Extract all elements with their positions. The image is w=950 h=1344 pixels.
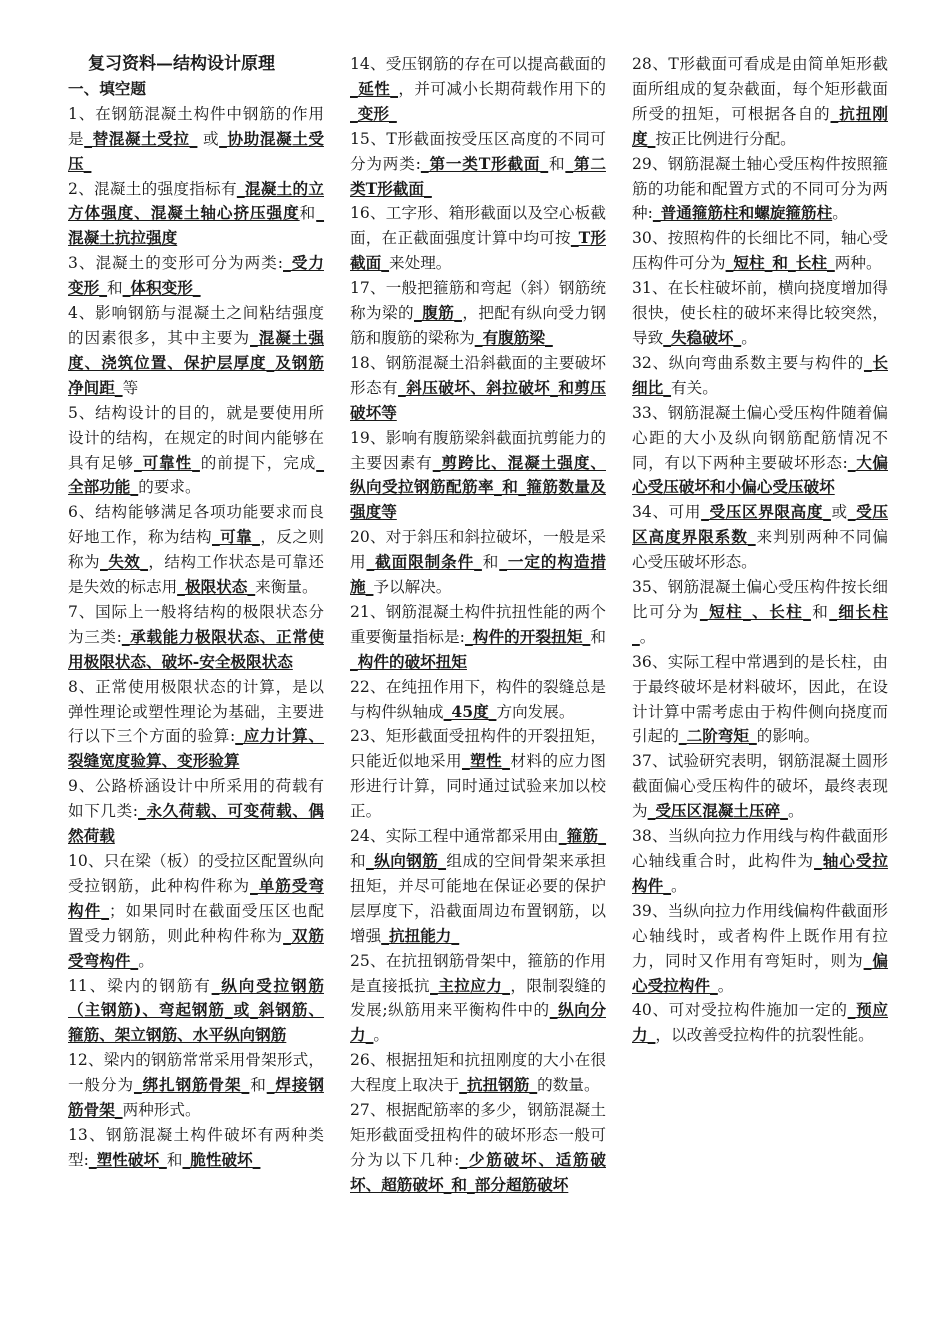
- answer-text: _延性_: [350, 78, 398, 98]
- answer-text: _变形_: [350, 103, 397, 123]
- question-text: 和: [166, 1150, 183, 1169]
- question-text: 31、在长柱破坏前，横向挠度增加得很快，使长柱的破坏来得比较突然，导致: [632, 279, 888, 347]
- question-text: 26、根据扭矩和抗扭刚度的大小在很大程度上取决于: [350, 1051, 606, 1095]
- answer-text: _应力计算、裂缝宽度验算、变形验算: [68, 726, 324, 771]
- question-text: 23、矩形截面受扭构件的开裂扭矩，只能近似地采用: [350, 727, 606, 771]
- question-item: [68, 401, 324, 501]
- question-text: 和: [350, 852, 366, 870]
- question-item: [632, 226, 888, 276]
- answer-text: _第一类T形截面_: [420, 153, 549, 173]
- question-text: 3、混凝土的变形可分为两类:: [68, 254, 284, 273]
- question-text: 6、结构能够满足各项功能要求而良好地工作，称为结构: [68, 503, 324, 547]
- question-item: [350, 600, 606, 675]
- answer-text: _二阶弯矩_: [678, 726, 757, 746]
- answer-text: _协助混凝土受压_: [68, 128, 324, 173]
- question-item: [68, 500, 324, 600]
- question-item: [68, 774, 324, 849]
- question-text: 21、钢筋混凝土构件抗扭性能的两个重要衡量指标是:: [350, 602, 606, 646]
- question-item: [632, 276, 888, 351]
- question-item: [632, 575, 888, 650]
- question-item: [632, 899, 888, 999]
- question-text: 两种。: [834, 254, 882, 273]
- question-item: [68, 675, 324, 775]
- question-text: ，限制裂缝的发展;纵筋用来平衡构件中的: [350, 976, 606, 1020]
- question-item: [350, 276, 606, 351]
- question-item: [632, 500, 888, 575]
- column-middle: [350, 52, 606, 1198]
- section-heading: 一、填空题: [68, 78, 146, 98]
- question-item: [350, 525, 606, 600]
- answer-text: _受力变形_: [68, 253, 324, 298]
- answer-text: _纵向钢筋_: [366, 851, 446, 870]
- answer-text: _极限状态_: [177, 577, 256, 597]
- question-item: [68, 1123, 324, 1173]
- answer-text: _斜压破坏、斜拉破坏_和剪压破坏等: [350, 377, 606, 422]
- question-text: 和: [249, 1076, 267, 1095]
- question-text: 的数量。: [537, 1076, 600, 1095]
- question-text: 36、实际工程中常遇到的是长柱，由于最终破坏是材料破坏，因此，在设计计算中需考虑由于构件侧向挠度而引起的: [632, 652, 888, 746]
- question-item: [632, 998, 888, 1048]
- answer-text: _受压区界限高度_: [701, 502, 831, 522]
- question-item: [68, 102, 324, 177]
- answer-text: _45度_: [443, 701, 497, 721]
- answer-text: _可靠_: [211, 527, 260, 547]
- question-text: ；如果同时在截面受压区也配置受力钢筋，则此种构件称为: [68, 901, 324, 945]
- answer-text: _预应力_: [632, 1000, 888, 1045]
- question-text: 来衡量。: [255, 578, 318, 597]
- question-text: 和: [810, 602, 830, 621]
- question-text: 24、实际工程中通常都采用由: [350, 827, 559, 846]
- answer-text: _一定的构造措施_: [350, 552, 606, 597]
- question-item: [350, 724, 606, 824]
- question-text: 20、对于斜压和斜拉破坏，一般是采用: [350, 528, 606, 572]
- question-item: [632, 749, 888, 824]
- question-text: 。: [787, 802, 804, 821]
- question-text: 和: [299, 204, 317, 223]
- question-text: 10、只在梁（板）的受拉区配置纵向受拉钢筋，此种构件称为: [68, 852, 324, 895]
- question-text: 材料的应力图形进行计算，同时通过试验来加以校正。: [350, 752, 606, 821]
- question-text: 。: [138, 951, 154, 970]
- question-text: 14、受压钢筋的存在可以提高截面的: [350, 55, 606, 73]
- question-text: 。: [741, 328, 757, 347]
- answer-text: _第二类T形截面_: [350, 153, 606, 198]
- question-item: [350, 351, 606, 426]
- answer-text: _双筋受弯构件_: [68, 925, 324, 970]
- answer-text: _绑扎钢筋骨架_: [133, 1075, 250, 1095]
- answer-text: _全部功能_: [68, 452, 324, 497]
- question-text: 和: [590, 627, 606, 646]
- question-text: 29、钢筋混凝土轴心受压构件按照箍筋的功能和配置方式的不同可分为两种:: [632, 154, 888, 223]
- answer-text: _轴心受拉构件_: [632, 851, 888, 895]
- question-item: [350, 1098, 606, 1198]
- question-item: [632, 650, 888, 750]
- question-text: 40、可对受拉构件施加一定的: [632, 1001, 848, 1020]
- question-item: [68, 301, 324, 401]
- question-text: ，反之则称为: [68, 528, 324, 572]
- question-text: 15、T形截面按受压区高度的不同可分为两类:: [350, 129, 606, 173]
- answer-text: _可靠性_: [133, 452, 200, 472]
- question-text: 按正比例进行分配。: [655, 129, 796, 148]
- answer-text: _塑性破坏_: [88, 1149, 167, 1169]
- answer-text: _混凝土抗拉强度: [68, 203, 324, 248]
- question-text: ，并可减小长期荷载作用下的: [398, 79, 606, 98]
- question-text: 等: [122, 378, 139, 397]
- answer-text: _偏心受拉构件_: [632, 950, 888, 995]
- column-right: [632, 52, 888, 1048]
- answer-text: _细长柱_: [632, 601, 888, 646]
- question-item: [350, 949, 606, 1049]
- question-text: 和: [481, 553, 500, 572]
- answer-text: _失稳破坏_: [663, 327, 742, 347]
- answer-text: _焊接钢筋骨架_: [68, 1075, 324, 1120]
- question-text: 和: [107, 279, 123, 298]
- question-text: 。: [832, 204, 848, 223]
- question-item: [68, 600, 324, 675]
- question-item: [350, 127, 606, 202]
- question-text: 18、钢筋混凝土沿斜截面的主要破坏形态有: [350, 353, 606, 397]
- answer-text: _构件的破坏扭矩: [350, 651, 467, 671]
- question-text: 组成的空间骨架来承担扭矩，并尽可能地在保证必要的保护层厚度下，沿截面周边布置钢筋，以增强: [350, 852, 606, 945]
- question-text: 予以解决。: [373, 578, 452, 597]
- answer-text: _短柱_、长柱_: [699, 601, 811, 621]
- question-text: 32、纵向弯曲系数主要与构件的: [632, 353, 864, 372]
- answer-text: _失效_: [100, 552, 148, 572]
- question-text: 9、公路桥涵设计中所采用的荷载有如下几类:: [68, 777, 324, 821]
- answer-text: _剪跨比、混凝土强度、纵向受拉钢筋配筋率_和_箍筋数量及强度等: [350, 452, 606, 522]
- question-text: 7、国际上一般将结构的极限状态分为三类:: [68, 602, 324, 646]
- question-text: 或: [830, 503, 848, 522]
- answer-text: _长细比_: [632, 352, 888, 397]
- answer-text: _截面限制条件_: [366, 552, 482, 572]
- question-item: [350, 675, 606, 725]
- question-text: 和: [548, 154, 566, 173]
- question-text: 。: [373, 1026, 390, 1045]
- question-item: [632, 401, 888, 501]
- question-item: [68, 849, 324, 974]
- question-text: 11、梁内的钢筋有: [68, 976, 212, 995]
- question-text: 34、可用: [632, 503, 702, 522]
- question-text: 39、当纵向拉力作用线偏构件截面形心轴线时，或者构件上既作用有拉力，同时又作用有弯矩时，则为: [632, 901, 888, 970]
- question-text: 2、混凝土的强度指标有: [68, 179, 237, 198]
- answer-text: _永久荷载、可变荷载、偶然荷载: [68, 801, 324, 846]
- answer-text: _T形截面_: [350, 228, 606, 273]
- question-text: 来处理。: [389, 254, 452, 273]
- question-text: 25、在抗扭钢筋骨架中，箍筋的作用是直接抵抗: [350, 951, 606, 995]
- question-item: [68, 251, 324, 301]
- question-item: [68, 177, 324, 252]
- question-text: 的前提下，完成: [199, 453, 317, 472]
- answer-text: _单筋受弯构件_: [68, 875, 324, 920]
- question-text: 27、根据配筋率的多少，钢筋混凝土矩形截面受扭构件的破坏形态一般可分为以下几种:: [350, 1101, 606, 1169]
- question-text: 方向发展。: [496, 702, 575, 721]
- question-item: [68, 974, 324, 1049]
- question-text: 38、当纵向拉力作用线与构件截面形心轴线重合时，此构件为: [632, 827, 888, 870]
- question-item: [632, 824, 888, 899]
- answer-text: _抗扭钢筋_: [459, 1075, 538, 1095]
- answer-text: _抗扭刚度_: [632, 103, 888, 148]
- answer-text: _脆性破坏_: [182, 1149, 261, 1169]
- question-text: 。: [671, 876, 687, 895]
- answer-text: _承载能力极限状态、正常使用极限状态、破坏-安全极限状态: [68, 626, 324, 671]
- question-text: 22、在纯扭作用下，构件的裂缝总是与构件纵轴成: [350, 677, 606, 721]
- question-item: [632, 351, 888, 401]
- question-item: [68, 1048, 324, 1123]
- question-text: 17、一般把箍筋和弯起（斜）钢筋统称为梁的: [350, 279, 606, 323]
- question-item: [350, 201, 606, 276]
- question-text: 8、正常使用极限状态的计算，是以弹性理论或塑性理论为基础，主要进行以下三个方面的验算:: [68, 677, 324, 746]
- question-text: 的影响。: [756, 727, 820, 746]
- question-text: 37、试验研究表明，钢筋混凝土圆形截面偏心受压构件的破坏，最终表现为: [632, 752, 888, 821]
- question-text: 有关。: [671, 378, 718, 397]
- answer-text: _塑性_: [461, 751, 510, 771]
- question-text: 19、影响有腹筋梁斜截面抗剪能力的主要因素有: [350, 428, 606, 472]
- answer-text: _抗扭能力_: [381, 925, 460, 945]
- answer-text: _混凝土的立方体强度、混凝土轴心挤压强度: [68, 178, 324, 223]
- answer-text: _纵向受拉钢筋（主钢筋)、弯起钢筋_或_斜钢筋、箍筋、架立钢筋、水平纵向钢筋: [68, 975, 324, 1045]
- answer-text: _大偏心受压破坏和小偏心受压破坏: [632, 452, 888, 497]
- question-item: [632, 52, 888, 152]
- question-text: 。: [639, 627, 656, 646]
- column-left: [68, 52, 324, 1173]
- question-text: 28、T形截面可看成是由简单矩形截面所组成的复杂截面，每个矩形截面所受的扭矩，可根据各自的: [632, 55, 888, 123]
- question-item: [350, 824, 606, 949]
- answer-text: _混凝土强度、浇筑位置、保护层厚度_及钢筋净间距_: [68, 327, 324, 397]
- question-text: ，把配有纵向受力钢筋和腹筋的梁称为: [350, 304, 606, 347]
- question-text: 5、结构设计的目的，就是要使用所设计的结构，在规定的时间内能够在具有足够: [68, 403, 324, 472]
- question-item: [350, 52, 606, 127]
- question-text: ，以改善受拉构件的抗裂性能。: [655, 1026, 874, 1045]
- answer-text: _替混凝土受拉_: [84, 128, 198, 148]
- question-text: 两种形式。: [122, 1101, 201, 1120]
- answer-text: _体积变形_: [122, 278, 201, 298]
- question-text: 1、在钢筋混凝土构件中钢筋的作用是: [68, 104, 324, 148]
- question-item: [632, 152, 888, 227]
- question-item: [350, 426, 606, 526]
- answer-text: _受压区高度界限系数_: [632, 502, 888, 547]
- question-text: ，结构工作状态是可靠还是失效的标志用: [68, 553, 324, 597]
- question-text: 来判别两种不同偏心受压破坏形态。: [632, 528, 888, 572]
- question-text: 的要求。: [138, 478, 201, 497]
- question-text: 33、钢筋混凝土偏心受压构件随着偏心距的大小及纵向钢筋配筋情况不同，有以下两种主要破坏形态:: [632, 403, 888, 472]
- answer-text: _有腹筋梁_: [474, 327, 553, 347]
- question-text: 。: [717, 976, 734, 995]
- question-text: 12、梁内的钢筋常常采用骨架形式，一般分为: [68, 1051, 324, 1095]
- question-text: 35、钢筋混凝土偏心受压构件按长细比可分为: [632, 578, 888, 621]
- question-text: 13、钢筋混凝土构件破坏有两种类型:: [68, 1125, 324, 1169]
- answer-text: _少筋破坏、适筋破坏、超筋破坏_和_部分超筋破坏: [350, 1149, 606, 1194]
- answer-text: _纵向分力_: [350, 1000, 606, 1045]
- answer-text: _短柱_和_长柱_: [725, 253, 835, 273]
- answer-text: _主拉应力_: [430, 975, 510, 995]
- document-title: 复习资料—结构设计原理: [88, 54, 275, 74]
- question-text: 或: [197, 129, 220, 148]
- question-text: 30、按照构件的长细比不同，轴心受压构件可分为: [632, 229, 888, 273]
- answer-text: _构件的开裂扭矩_: [464, 626, 591, 646]
- question-text: 4、影响钢筋与混凝土之间粘结强度的因素很多，其中主要为: [68, 304, 324, 347]
- answer-text: _普通箍筋柱和螺旋箍筋柱: [652, 203, 833, 223]
- answer-text: _箍筋_: [558, 826, 606, 846]
- answer-text: _受压区混凝土压碎_: [647, 801, 788, 821]
- question-item: [350, 1048, 606, 1098]
- answer-text: _腹筋_: [414, 303, 462, 323]
- question-text: 16、工字形、箱形截面以及空心板截面，在正截面强度计算中均可按: [350, 204, 606, 248]
